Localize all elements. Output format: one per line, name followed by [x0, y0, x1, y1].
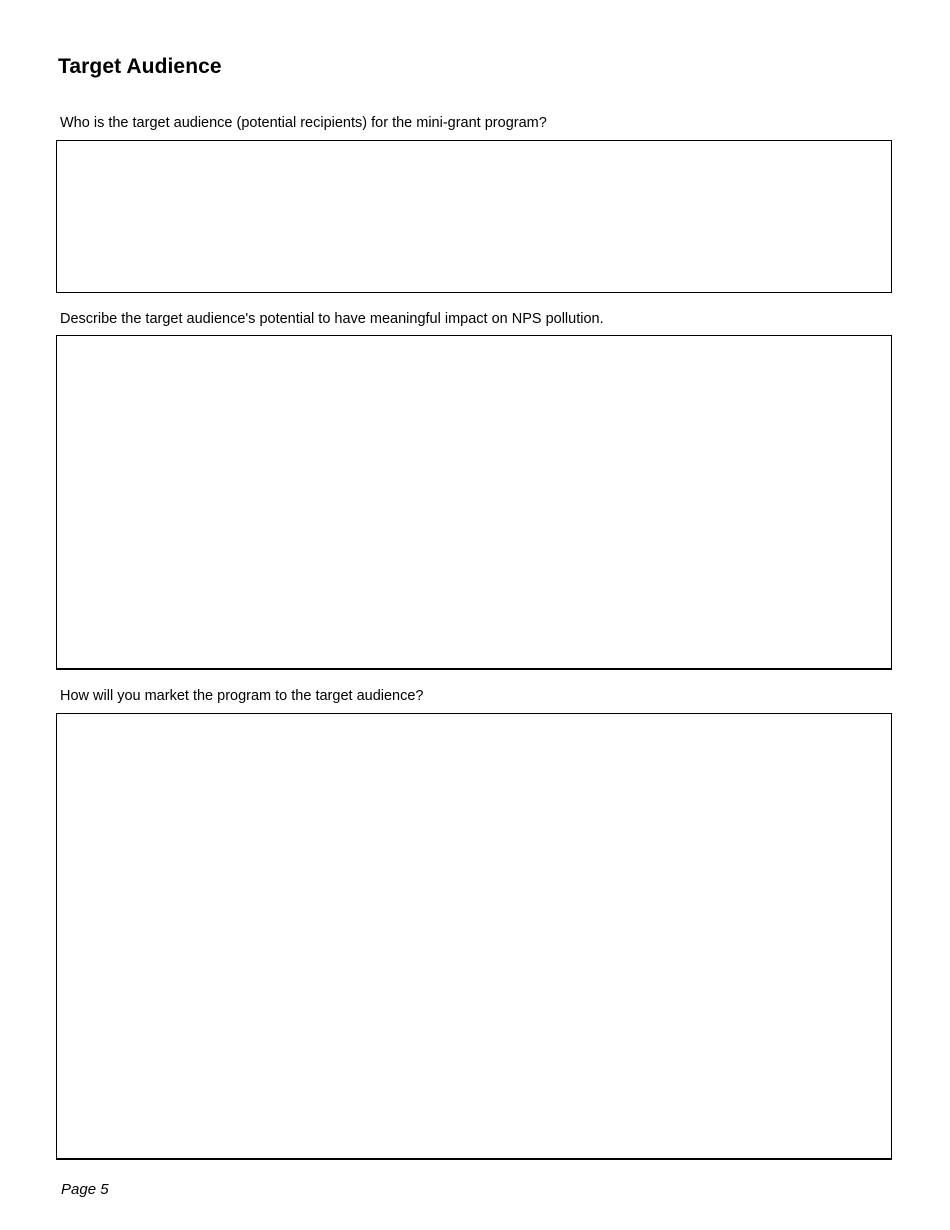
question-3-label: How will you market the program to the target audience? [60, 688, 424, 704]
target-audience-field[interactable] [56, 140, 892, 293]
question-2-label: Describe the target audience's potential to have meaningful impact on NPS pollution. [60, 311, 604, 327]
page-title: Target Audience [58, 55, 222, 78]
audience-impact-field[interactable] [56, 335, 892, 670]
page-number: Page 5 [61, 1181, 109, 1198]
question-1-label: Who is the target audience (potential recipients) for the mini-grant program? [60, 115, 547, 131]
marketing-plan-field[interactable] [56, 713, 892, 1160]
